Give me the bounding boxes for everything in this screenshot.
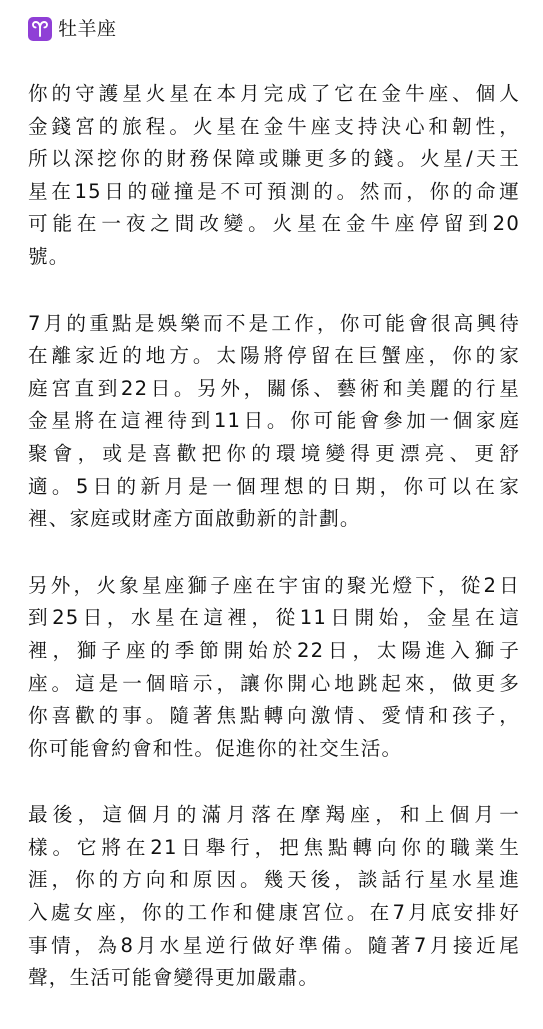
paragraph-2 (28, 308, 520, 536)
text-line: 涯，你的方向和原因。幾天後，談話行星水星進 (28, 868, 520, 892)
text-line: 樣。它將在21日舉行，把焦點轉向你的職業生 (28, 835, 520, 859)
text-line: 庭宮直到22日。另外，關係、藝術和美麗的行星 (28, 376, 520, 400)
text-line: 號。 (28, 244, 70, 268)
text-line: 所以深挖你的財務保障或賺更多的錢。火星/天王 (28, 147, 520, 171)
text-line: 星在15日的碰撞是不可預測的。然而，你的命運 (28, 179, 520, 203)
text-line: 另外，火象星座獅子座在宇宙的聚光燈下，從2日 (28, 573, 520, 597)
text-line: 適。5日的新月是一個理想的日期，你可以在家 (28, 474, 520, 498)
bottom-spacer (0, 1018, 543, 1024)
text-line: 聚會，或是喜歡把你的環境變得更漂亮、更舒 (28, 441, 520, 465)
paragraph-1 (28, 78, 520, 274)
text-line: 金錢宮的旅程。火星在金牛座支持決心和韌性， (28, 114, 520, 138)
text-line: 裡，獅子座的季節開始於22日，太陽進入獅子 (28, 638, 520, 662)
text-line: 你的守護星火星在本月完成了它在金牛座、個人 (28, 82, 520, 105)
text-line: 到25日，水星在這裡，從11日開始，金星在這 (28, 606, 520, 630)
text-line: 你可能會約會和性。促進你的社交生活。 (28, 736, 403, 760)
title-row (28, 14, 117, 44)
text-line: 座。這是一個暗示，讓你開心地跳起來，做更多 (28, 671, 520, 695)
text-line: 7月的重點是娛樂而不是工作，你可能會很高興待 (28, 311, 520, 335)
text-line: 裡、家庭或財產方面啟動新的計劃。 (28, 507, 361, 531)
page-title: 牡羊座 (58, 18, 117, 40)
paragraph-3 (28, 570, 520, 766)
text-line: 聲，生活可能會變得更加嚴肅。 (28, 966, 320, 990)
text-line: 金星將在這裡待到11日。你可能會參加一個家庭 (28, 409, 520, 433)
article-body (28, 78, 520, 1029)
aries-icon (28, 17, 52, 41)
text-line: 事情，為8月水星逆行做好準備。隨著7月接近尾 (28, 933, 520, 957)
text-line: 可能在一夜之間改變。火星在金牛座停留到20 (28, 212, 520, 236)
text-line: 最後，這個月的滿月落在摩羯座，和上個月一 (28, 803, 520, 827)
text-line: 你喜歡的事。隨著焦點轉向激情、愛情和孩子， (28, 704, 520, 728)
text-line: 入處女座，你的工作和健康宮位。在7月底安排好 (28, 901, 520, 925)
text-line: 在離家近的地方。太陽將停留在巨蟹座，你的家 (28, 344, 520, 368)
paragraph-4 (28, 799, 520, 995)
